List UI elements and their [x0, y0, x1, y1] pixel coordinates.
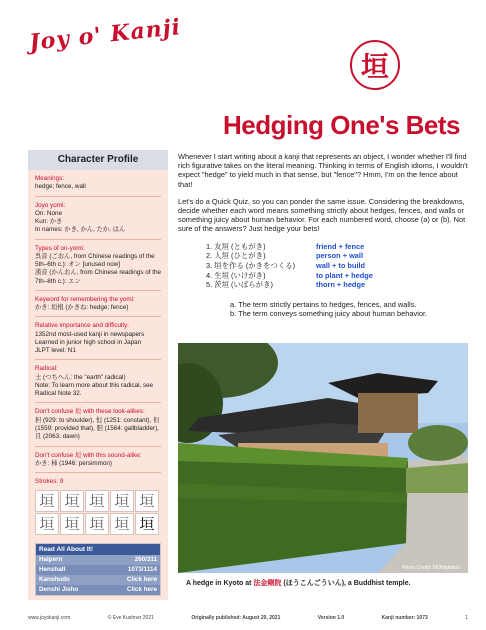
quiz-word: 3. 垣を作る (かきをつくる)	[206, 261, 296, 271]
stroke-step: 垣	[35, 513, 59, 535]
radical-label: Radical:	[35, 365, 58, 373]
kan-on-reading: 漢音 (かんおん, from Chinese readings of the 7th–8th c.): エン	[35, 269, 161, 285]
footer-copyright: © Eve Kushner 2021	[107, 615, 154, 621]
caption-temple-name: 法金剛院	[253, 580, 282, 587]
stroke-step: 垣	[60, 490, 84, 512]
quiz-breakdown: friend + fence	[316, 241, 365, 251]
meanings-section	[35, 170, 161, 192]
read-all-about-it-table	[35, 543, 161, 596]
stroke-step: 垣	[35, 490, 59, 512]
reference-name: Denshi Jisho	[39, 586, 79, 594]
reference-row-henshall	[36, 565, 160, 575]
newspaper-rank: 1352nd most-used kanji in newspapers	[35, 330, 145, 338]
radical-note-link[interactable]: Note: To learn more about this radical, see Radical Note 32.	[35, 382, 154, 398]
jlpt-level: JLPT level: N1	[35, 347, 76, 355]
quiz-word: 5. 茨垣 (いばらがき)	[206, 280, 273, 290]
footer-kanji-number: Kanji number: 1073	[381, 615, 428, 621]
stroke-step: 垣	[110, 490, 134, 512]
caption-text-a: A hedge in Kyoto at	[186, 580, 254, 587]
importance-section	[35, 317, 161, 355]
reference-value: 1073/1114	[127, 566, 157, 574]
onyomi-types-label: Types of on-yomi:	[35, 244, 85, 252]
soundalike-label: Don't confuse 垣 with this sound-alike:	[35, 451, 142, 459]
stroke-step: 垣	[135, 490, 159, 512]
go-on-reading: 呉音 (ごおん, from Chinese readings of the 5th–6th c.): オン [unused now]	[35, 253, 155, 269]
quiz-breakdown: wall + to build	[316, 261, 366, 271]
reference-name: Henshall	[39, 566, 66, 574]
reference-name: Kanshudo	[39, 576, 70, 584]
school-level: Learned in junior high school in Japan	[35, 339, 142, 347]
kanshudo-link[interactable]: Click here	[126, 576, 157, 584]
read-all-rows	[36, 555, 160, 595]
strokes-label: Strokes: 9	[35, 478, 64, 486]
radical-value: 土 (つちへん: the "earth" radical)	[35, 373, 126, 381]
names-yomi-line: In names: かき, かん, たか, はん	[35, 226, 126, 234]
lookalikes-section	[35, 403, 161, 441]
choice-a: a. The term strictly pertains to hedges, fences, and walls.	[230, 299, 417, 309]
intro-paragraph: Whenever I start writing about a kanji that represents an object, I wonder whether I'll find rich figurative takes on the literal meaning. Thinking in terms of English idioms, I wouldn't expect "hedge" to yield much in that sense, but "fence"? Hmm, I'm on the fence about that!	[178, 152, 468, 189]
stroke-order-grid	[35, 490, 161, 535]
quiz-breakdown: person + wall	[316, 251, 364, 261]
stroke-step-final: 垣	[135, 513, 159, 535]
on-yomi-line: On: None	[35, 210, 62, 218]
reference-row-halpern	[36, 555, 160, 565]
reference-value: 260/311	[134, 556, 157, 564]
answer-choices	[230, 300, 468, 318]
keyword-value: かき: 垣根 (かきね: hedge; fence)	[35, 304, 129, 312]
logo-text: Joy o' Kanji	[28, 14, 183, 56]
page-title: Hedging One's Bets	[223, 110, 460, 140]
article-body	[178, 152, 468, 318]
character-profile-sidebar	[28, 150, 168, 600]
radical-section	[35, 360, 161, 398]
reference-name: Halpern	[39, 556, 63, 564]
footer-version: Version 1.0	[317, 615, 345, 621]
lookalikes-label: Don't confuse 垣 with these look-alikes:	[35, 408, 145, 416]
read-all-heading: Read All About It!	[36, 544, 160, 555]
quiz-breakdown: to plant + hedge	[316, 270, 373, 280]
hedge-photo	[178, 343, 468, 573]
choice-b: b. The term conveys something juicy about human behavior.	[230, 308, 428, 318]
photo-caption	[186, 578, 468, 588]
soundalike-value: かき: 柿 (1946: persimmon)	[35, 459, 112, 467]
joyo-yomi-label: Joyo yomi:	[35, 201, 66, 209]
importance-label: Relative importance and difficulty:	[35, 322, 130, 330]
caption-text-b: (ほうこんごういん), a Buddhist temple.	[281, 580, 411, 587]
stroke-step: 垣	[60, 513, 84, 535]
footer-published: Originally published: August 20, 2021	[191, 615, 281, 621]
quiz-breakdown: thorn + hedge	[316, 280, 366, 290]
sidebar-heading: Character Profile	[28, 150, 168, 170]
keyword-section	[35, 291, 161, 313]
meanings-value: hedge; fence, wall	[35, 183, 86, 191]
quick-quiz-list	[206, 242, 468, 290]
hedge-photo-image	[178, 343, 468, 573]
quiz-word: 2. 人垣 (ひとがき)	[206, 251, 266, 261]
stroke-step: 垣	[110, 513, 134, 535]
reference-row-denshi-jisho	[36, 585, 160, 595]
kun-yomi-line: Kun: かき	[35, 218, 63, 226]
denshi-jisho-link[interactable]: Click here	[126, 586, 157, 594]
reference-row-kanshudo	[36, 575, 160, 585]
joyo-yomi-section	[35, 197, 161, 235]
quiz-intro-paragraph: Let's do a Quick Quiz, so you can ponder the same issue. Considering the breakdowns, decide whether each word means something strictly about hedges, fences, and walls or something juicy about human behavior. For each numbered word, choose (a) or (b). Not sure of the answers? Just hedge your bets!	[178, 196, 466, 234]
photo-credit: Photo Credit: 663highland	[402, 565, 460, 571]
quiz-word: 4. 生垣 (いけがき)	[206, 270, 266, 280]
strokes-section	[35, 473, 161, 486]
page-footer	[28, 615, 468, 621]
footer-page-number: 1	[465, 615, 468, 621]
lookalikes-list: 担 (929: to shoulder), 恒 (1251: constant), 但 (1559: provided that), 胆 (1564: gallbladder), 且 (2063: dawn)	[35, 416, 160, 441]
stroke-step: 垣	[85, 490, 109, 512]
soundalike-section	[35, 447, 161, 469]
joy-o-kanji-logo	[28, 14, 183, 70]
stroke-step: 垣	[85, 513, 109, 535]
keyword-label: Keyword for remembering the yomi:	[35, 295, 135, 303]
quiz-word: 1. 友垣 (ともがき)	[206, 241, 266, 251]
kanji-badge: 垣	[350, 40, 400, 90]
onyomi-types-section	[35, 240, 161, 286]
meanings-label: Meanings:	[35, 175, 65, 182]
footer-site-link[interactable]: www.joyokanji.com	[28, 615, 71, 621]
